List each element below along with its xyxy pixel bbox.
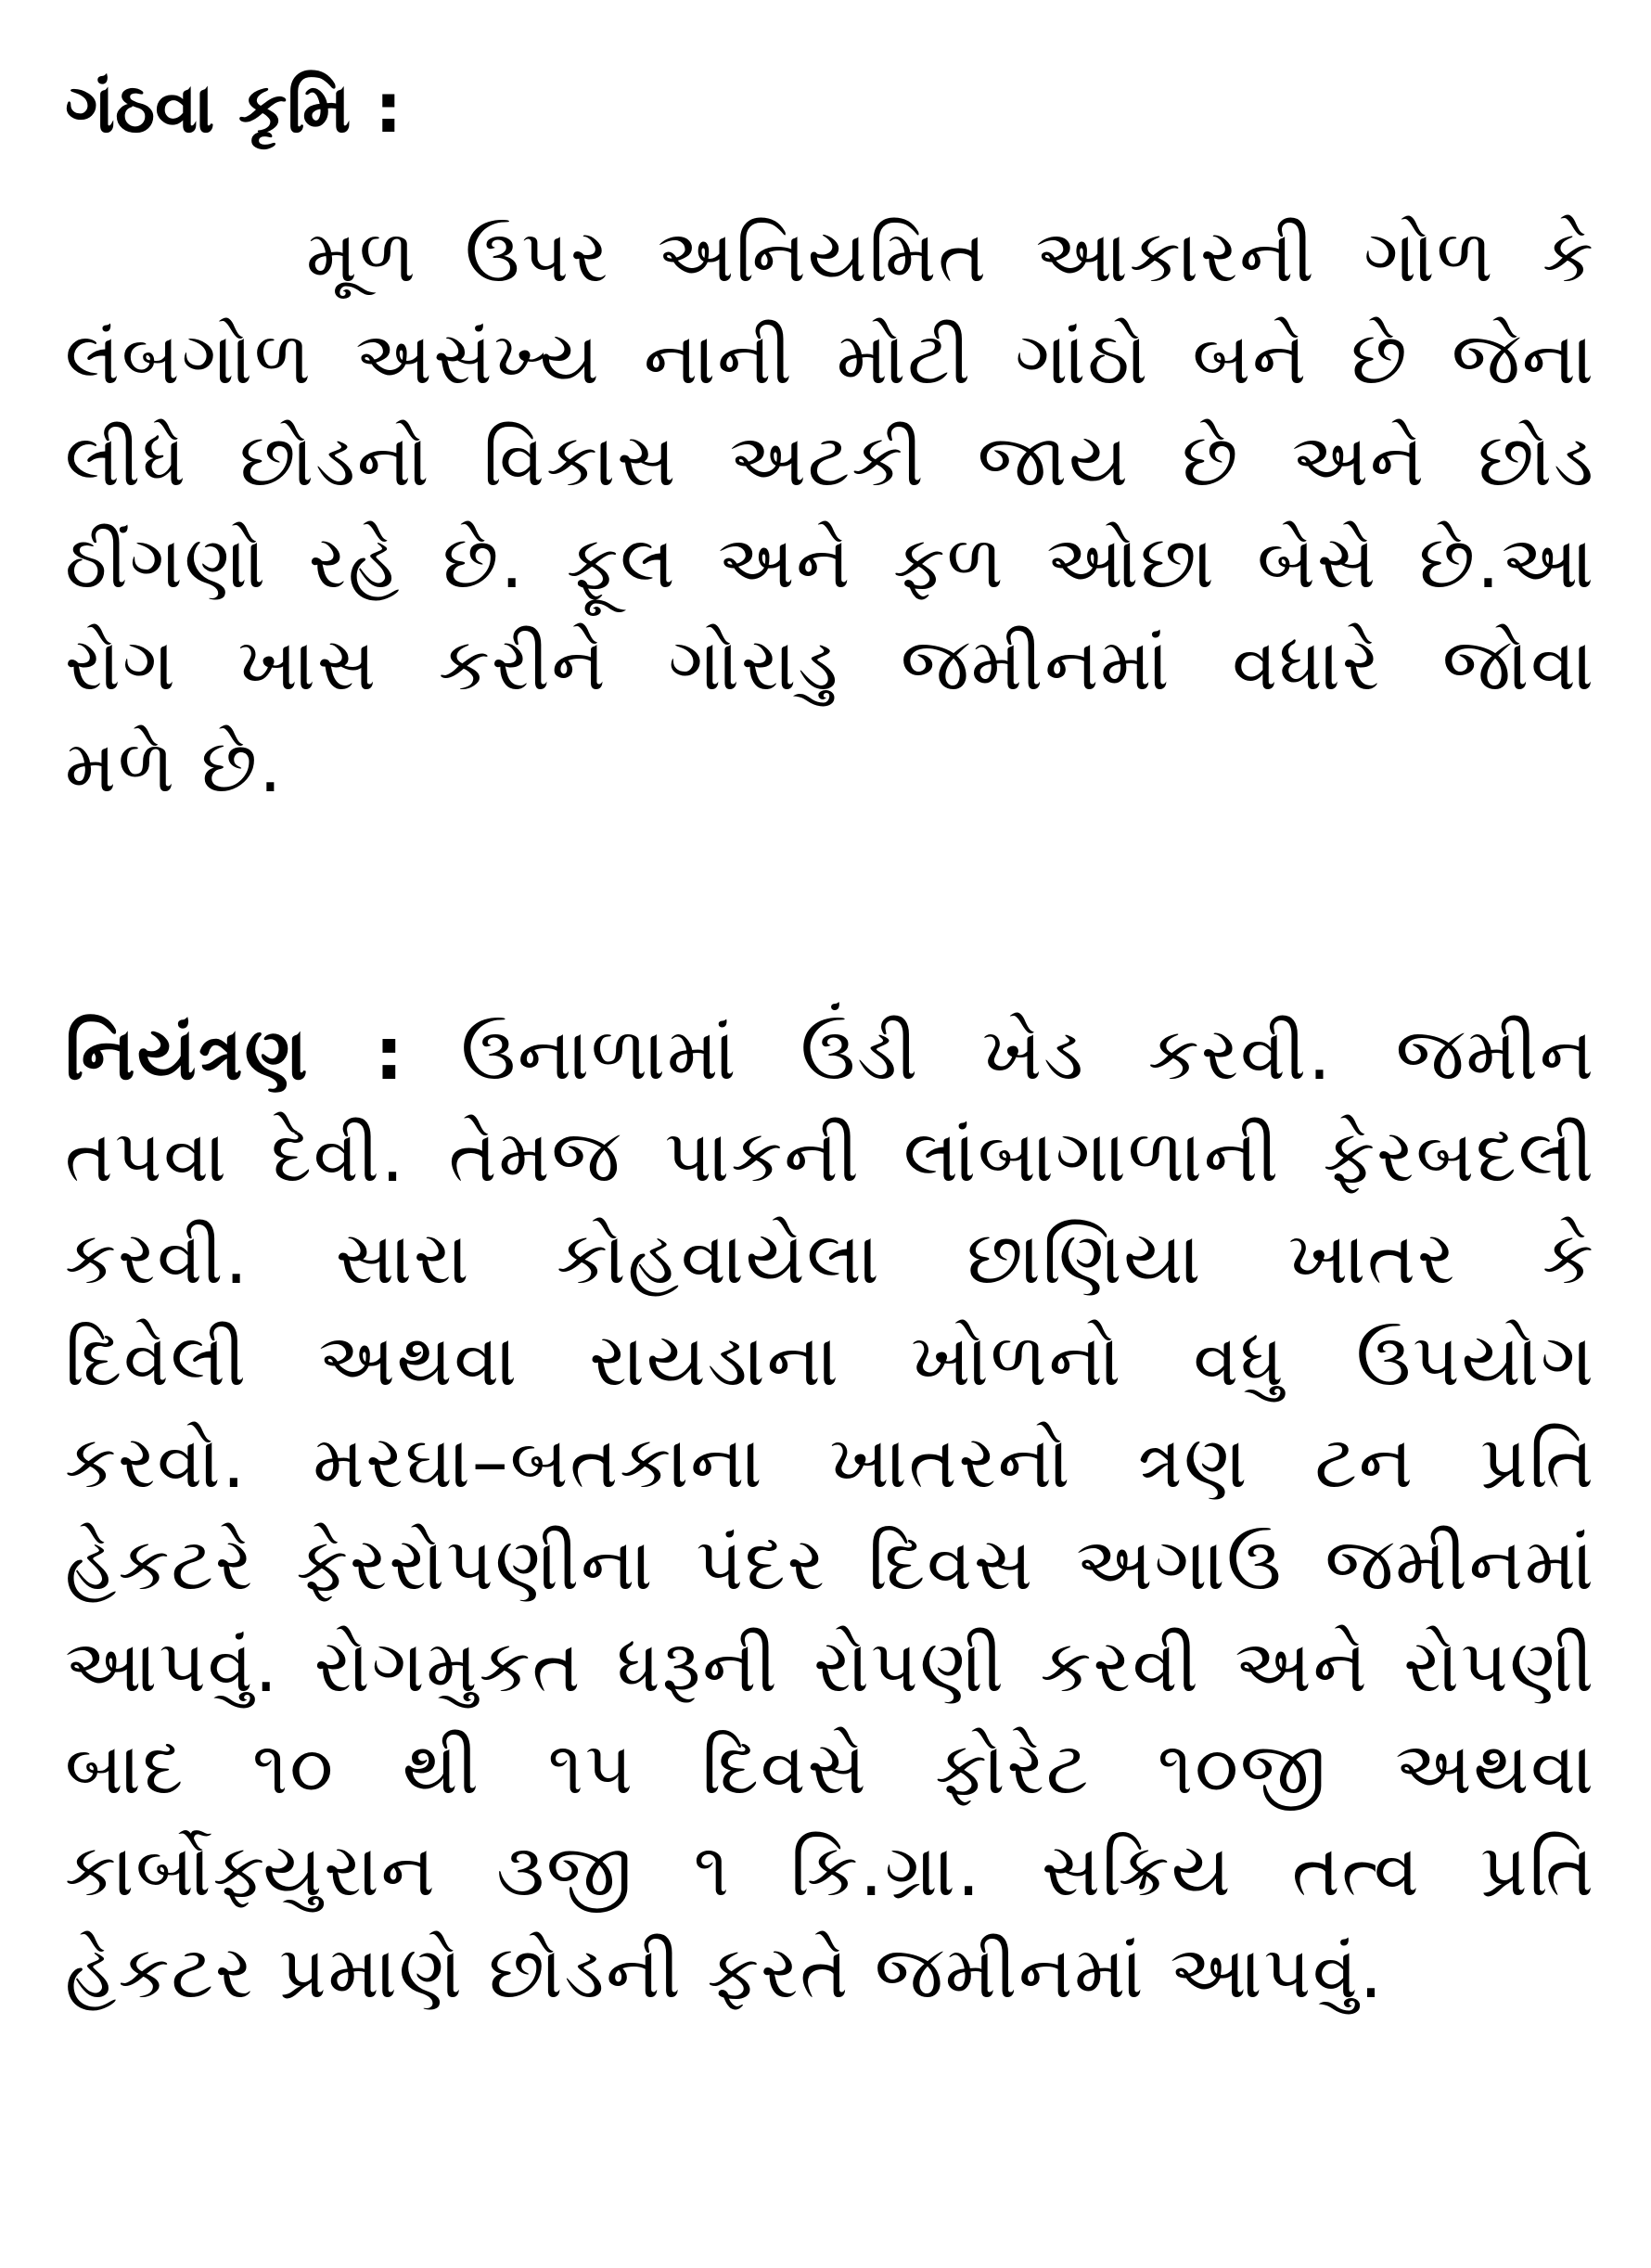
paragraph-line: મૂળ ઉપર અનિયમિત આકારની ગોળ કે (306, 215, 1595, 299)
paragraph-line: તપવા દેવી. તેમજ પાકની લાંબાગાળાની ફેરબદલી (65, 1115, 1595, 1198)
paragraph-line: મળે છે. (65, 725, 284, 809)
paragraph-line: કરવી. સારા કોહવાયેલા છાણિયા ખાતર કે (65, 1217, 1595, 1301)
paragraph-line: કાર્બોફ્યુરાન ૩જી ૧ કિ.ગ્રા. સક્રિય તત્વ પ્રતિ (65, 1829, 1595, 1913)
paragraph-text: ઉનાળામાં ઉંડી ખેડ કરવી. જમીન (460, 1013, 1595, 1096)
paragraph-line: ઠીંગણો રહે છે. ફૂલ અને ફળ ઓછા બેસે છે.આ (65, 521, 1595, 605)
paragraph-line: લીધે છોડનો વિકાસ અટકી જાય છે અને છોડ (65, 419, 1595, 503)
paragraph-line: હેકટર પ્રમાણે છોડની ફરતે જમીનમાં આપવું. (65, 1931, 1385, 2015)
paragraph-line: લંબગોળ અસંખ્ય નાની મોટી ગાંઠો બને છે જેના (65, 317, 1595, 401)
paragraph-line: કરવો. મરઘા–બતકાના ખાતરનો ત્રણ ટન પ્રતિ (65, 1421, 1595, 1505)
control-first-line (65, 1004, 1595, 1106)
section-heading-control: નિયંત્રણ : (65, 1013, 405, 1096)
paragraph-line: આપવું. રોગમુકત ધરૂની રોપણી કરવી અને રોપણી (65, 1625, 1595, 1709)
paragraph-line: હેકટરે ફેરરોપણીના પંદર દિવસ અગાઉ જમીનમાં (65, 1523, 1595, 1607)
paragraph-line: રોગ ખાસ કરીને ગોરાડુ જમીનમાં વધારે જોવા (65, 623, 1595, 707)
paragraph-line: દિવેલી અથવા રાયડાના ખોળનો વધુ ઉપયોગ (65, 1319, 1595, 1403)
section-heading-nematode: ગંઠવા કૃમિ : (65, 69, 403, 148)
paragraph-line: બાદ ૧૦ થી ૧૫ દિવસે ફોરેટ ૧૦જી અથવા (65, 1727, 1595, 1811)
